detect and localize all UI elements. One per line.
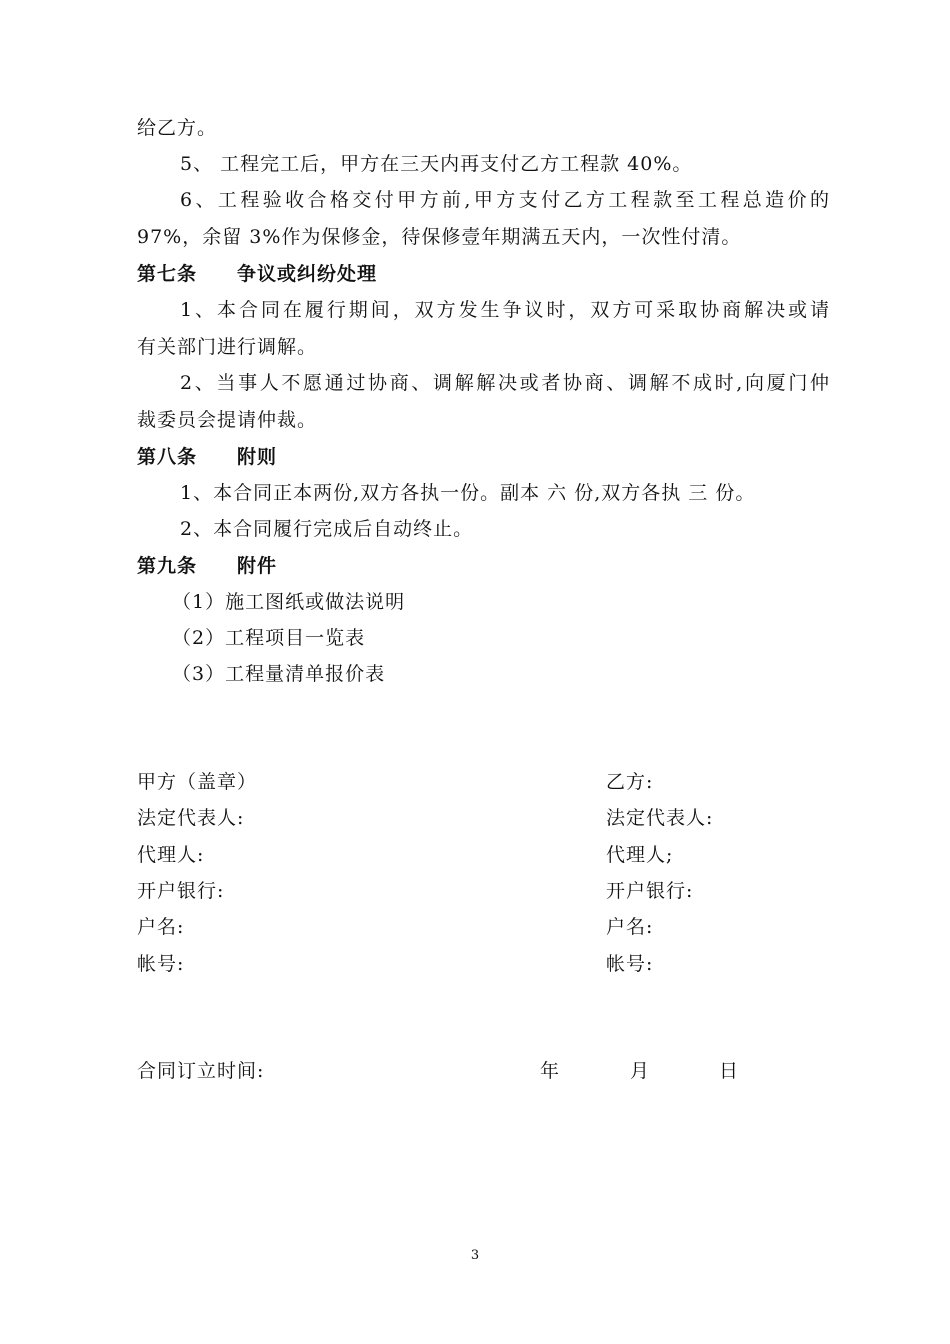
paragraph-line: 有关部门进行调解。	[137, 336, 318, 358]
signing-day: 日	[719, 1060, 740, 1082]
article-7-heading: 第七条 争议或纠纷处理	[137, 263, 378, 285]
paragraph-line: 6、工程验收合格交付甲方前,甲方支付乙方工程款至工程总造价的	[180, 189, 830, 211]
attachment-item: （2）工程项目一览表	[172, 627, 366, 649]
party-a-account-number: 帐号:	[137, 953, 185, 975]
article-8-heading: 第八条 附则	[137, 446, 278, 468]
signing-date-label: 合同订立时间:	[137, 1060, 265, 1082]
party-b-agent: 代理人;	[606, 844, 674, 866]
paragraph-line: 裁委员会提请仲裁。	[137, 409, 318, 431]
party-b-account-name: 户名:	[606, 916, 654, 938]
signing-year: 年	[540, 1060, 561, 1082]
paragraph-line: 5、 工程完工后，甲方在三天内再支付乙方工程款 40%。	[180, 153, 693, 175]
paragraph-line: 2、本合同履行完成后自动终止。	[180, 518, 474, 540]
article-9-heading: 第九条 附件	[137, 555, 278, 577]
party-a-account-name: 户名:	[137, 916, 185, 938]
party-b-title: 乙方:	[606, 771, 654, 793]
paragraph-line: 1、本合同正本两份,双方各执一份。副本 六 份,双方各执 三 份。	[180, 482, 756, 504]
attachment-item: （1）施工图纸或做法说明	[172, 591, 406, 613]
party-a-bank: 开户银行:	[137, 880, 225, 902]
party-a-title: 甲方（盖章）	[137, 771, 258, 793]
party-b-representative: 法定代表人:	[606, 807, 714, 829]
page-number: 3	[470, 1248, 480, 1263]
party-b-account-number: 帐号:	[606, 953, 654, 975]
paragraph-line: 给乙方。	[137, 117, 218, 139]
party-b-bank: 开户银行:	[606, 880, 694, 902]
party-a-representative: 法定代表人:	[137, 807, 245, 829]
attachment-item: （3）工程量清单报价表	[172, 663, 386, 685]
signing-month: 月	[630, 1060, 651, 1082]
party-a-agent: 代理人:	[137, 844, 205, 866]
paragraph-line: 1、本合同在履行期间，双方发生争议时，双方可采取协商解决或请	[180, 299, 830, 321]
paragraph-line: 2、当事人不愿通过协商、调解解决或者协商、调解不成时,向厦门仲	[180, 372, 830, 394]
paragraph-line: 97%，余留 3%作为保修金，待保修壹年期满五天内，一次性付清。	[137, 226, 742, 248]
